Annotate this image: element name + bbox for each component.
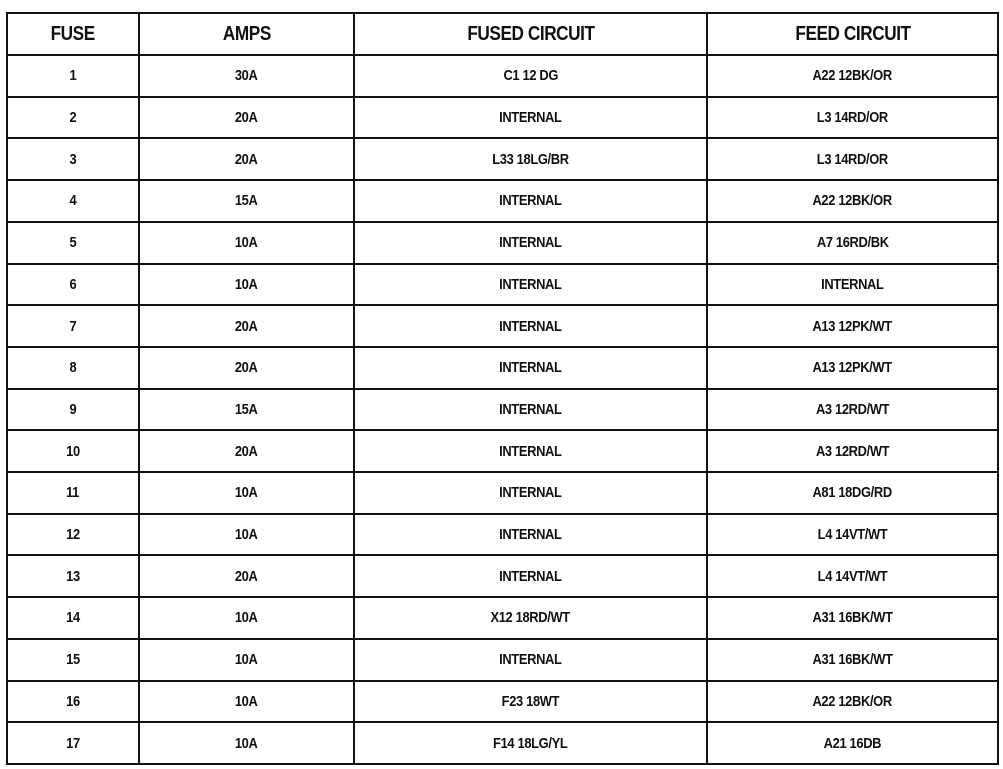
feed-circuit-cell	[707, 55, 998, 97]
feed-circuit-cell-text: A13 12PK/WT	[812, 359, 893, 377]
fuse-number-cell	[7, 597, 139, 639]
feed-circuit-cell	[707, 347, 998, 389]
table-row	[7, 264, 998, 306]
feed-circuit-cell-text: L3 14RD/OR	[816, 109, 889, 127]
fused-circuit-cell	[354, 472, 707, 514]
fused-circuit-cell-text: INTERNAL	[499, 400, 562, 418]
fuse-number-cell-text: 4	[69, 192, 77, 210]
amps-cell-text: 30A	[235, 67, 258, 85]
amps-cell	[139, 97, 354, 139]
fuse-table	[6, 12, 999, 765]
fuse-number-cell-text: 10	[66, 442, 80, 460]
amps-cell	[139, 305, 354, 347]
feed-circuit-cell	[707, 472, 998, 514]
amps-cell	[139, 389, 354, 431]
feed-circuit-cell	[707, 138, 998, 180]
header-feed-circuit	[707, 13, 998, 55]
table-row	[7, 305, 998, 347]
header-amps-label: AMPS	[222, 22, 271, 45]
table-body	[7, 55, 998, 764]
fuse-number-cell-text: 14	[66, 609, 80, 627]
fused-circuit-cell	[354, 305, 707, 347]
feed-circuit-cell	[707, 305, 998, 347]
fused-circuit-cell-text: INTERNAL	[499, 192, 562, 210]
feed-circuit-cell	[707, 681, 998, 723]
amps-cell	[139, 138, 354, 180]
feed-circuit-cell	[707, 639, 998, 681]
header-fused-circuit-label: FUSED CIRCUIT	[466, 22, 595, 45]
header-fuse-label: FUSE	[50, 22, 96, 45]
fuse-number-cell	[7, 264, 139, 306]
amps-cell	[139, 681, 354, 723]
amps-cell-text: 15A	[235, 192, 258, 210]
amps-cell-text: 10A	[235, 734, 258, 752]
table-row	[7, 430, 998, 472]
fused-circuit-cell	[354, 597, 707, 639]
fuse-number-cell-text: 13	[66, 567, 80, 585]
fuse-number-cell-text: 2	[69, 109, 77, 127]
fuse-number-cell-text: 9	[69, 400, 77, 418]
amps-cell-text: 20A	[235, 359, 258, 377]
fused-circuit-cell	[354, 55, 707, 97]
feed-circuit-cell	[707, 180, 998, 222]
feed-circuit-cell	[707, 97, 998, 139]
fused-circuit-cell	[354, 681, 707, 723]
fused-circuit-cell-text: INTERNAL	[499, 359, 562, 377]
feed-circuit-cell-text: L4 14VT/WT	[817, 526, 888, 544]
feed-circuit-cell-text: A21 16DB	[823, 734, 882, 752]
fuse-number-cell-text: 11	[66, 484, 80, 502]
table-row	[7, 514, 998, 556]
fuse-number-cell	[7, 305, 139, 347]
feed-circuit-cell	[707, 555, 998, 597]
table-row	[7, 222, 998, 264]
feed-circuit-cell	[707, 264, 998, 306]
fuse-number-cell-text: 8	[69, 359, 77, 377]
amps-cell-text: 10A	[235, 234, 258, 252]
amps-cell-text: 20A	[235, 317, 258, 335]
table-row	[7, 472, 998, 514]
feed-circuit-cell-text: A13 12PK/WT	[812, 317, 893, 335]
amps-cell-text: 20A	[235, 442, 258, 460]
fused-circuit-cell	[354, 138, 707, 180]
fuse-number-cell-text: 1	[69, 67, 77, 85]
amps-cell	[139, 639, 354, 681]
feed-circuit-cell-text: A22 12BK/OR	[812, 67, 893, 85]
fused-circuit-cell-text: INTERNAL	[499, 442, 562, 460]
fused-circuit-cell-text: F23 18WT	[501, 692, 560, 710]
table-header-row	[7, 13, 998, 55]
fuse-number-cell	[7, 430, 139, 472]
fused-circuit-cell-text: INTERNAL	[499, 317, 562, 335]
table-row	[7, 389, 998, 431]
fuse-number-cell	[7, 97, 139, 139]
table-row	[7, 55, 998, 97]
fused-circuit-cell	[354, 97, 707, 139]
table-row	[7, 555, 998, 597]
fused-circuit-cell-text: INTERNAL	[499, 275, 562, 293]
feed-circuit-cell-text: INTERNAL	[821, 275, 884, 293]
fused-circuit-cell	[354, 347, 707, 389]
table-row	[7, 597, 998, 639]
fused-circuit-cell-text: INTERNAL	[499, 234, 562, 252]
fuse-number-cell	[7, 180, 139, 222]
amps-cell	[139, 722, 354, 764]
fused-circuit-cell	[354, 389, 707, 431]
header-fuse	[7, 13, 139, 55]
feed-circuit-cell-text: A7 16RD/BK	[816, 234, 889, 252]
feed-circuit-cell-text: A31 16BK/WT	[812, 651, 893, 669]
fuse-number-cell	[7, 222, 139, 264]
table-row	[7, 681, 998, 723]
amps-cell-text: 10A	[235, 609, 258, 627]
feed-circuit-cell	[707, 722, 998, 764]
amps-cell-text: 10A	[235, 692, 258, 710]
fuse-number-cell-text: 6	[69, 275, 77, 293]
table-row	[7, 347, 998, 389]
amps-cell-text: 10A	[235, 484, 258, 502]
fuse-number-cell	[7, 681, 139, 723]
feed-circuit-cell	[707, 514, 998, 556]
fused-circuit-cell	[354, 639, 707, 681]
fuse-number-cell-text: 12	[66, 526, 80, 544]
feed-circuit-cell	[707, 430, 998, 472]
feed-circuit-cell-text: A22 12BK/OR	[812, 192, 893, 210]
fuse-number-cell	[7, 639, 139, 681]
fuse-number-cell	[7, 722, 139, 764]
header-amps	[139, 13, 354, 55]
amps-cell	[139, 55, 354, 97]
amps-cell-text: 10A	[235, 275, 258, 293]
amps-cell	[139, 180, 354, 222]
amps-cell	[139, 597, 354, 639]
fused-circuit-cell-text: C1 12 DG	[503, 67, 558, 85]
feed-circuit-cell-text: L3 14RD/OR	[816, 150, 889, 168]
amps-cell-text: 20A	[235, 109, 258, 127]
fused-circuit-cell-text: INTERNAL	[499, 109, 562, 127]
fuse-number-cell	[7, 514, 139, 556]
table-row	[7, 639, 998, 681]
feed-circuit-cell-text: A3 12RD/WT	[815, 442, 890, 460]
fuse-number-cell-text: 17	[66, 734, 80, 752]
fused-circuit-cell	[354, 264, 707, 306]
table-row	[7, 722, 998, 764]
fuse-number-cell-text: 16	[66, 692, 80, 710]
fuse-number-cell-text: 7	[69, 317, 77, 335]
fused-circuit-cell	[354, 222, 707, 264]
amps-cell	[139, 347, 354, 389]
amps-cell-text: 20A	[235, 150, 258, 168]
fused-circuit-cell-text: INTERNAL	[499, 484, 562, 502]
table-row	[7, 180, 998, 222]
feed-circuit-cell-text: A31 16BK/WT	[812, 609, 893, 627]
table-row	[7, 138, 998, 180]
fused-circuit-cell-text: INTERNAL	[499, 526, 562, 544]
fuse-number-cell-text: 15	[66, 651, 80, 669]
amps-cell-text: 15A	[235, 400, 258, 418]
fused-circuit-cell	[354, 180, 707, 222]
fuse-number-cell	[7, 347, 139, 389]
header-feed-circuit-label: FEED CIRCUIT	[794, 22, 911, 45]
amps-cell	[139, 514, 354, 556]
amps-cell-text: 10A	[235, 526, 258, 544]
fused-circuit-cell	[354, 722, 707, 764]
fused-circuit-cell-text: X12 18RD/WT	[490, 609, 571, 627]
amps-cell	[139, 430, 354, 472]
fused-circuit-cell-text: INTERNAL	[499, 651, 562, 669]
feed-circuit-cell	[707, 389, 998, 431]
fuse-number-cell	[7, 555, 139, 597]
feed-circuit-cell-text: A81 18DG/RD	[812, 484, 893, 502]
fuse-number-cell	[7, 138, 139, 180]
fuse-number-cell	[7, 472, 139, 514]
amps-cell	[139, 472, 354, 514]
amps-cell	[139, 222, 354, 264]
fused-circuit-cell-text: L33 18LG/BR	[492, 150, 569, 168]
amps-cell	[139, 264, 354, 306]
fused-circuit-cell	[354, 514, 707, 556]
feed-circuit-cell	[707, 222, 998, 264]
feed-circuit-cell	[707, 597, 998, 639]
fused-circuit-cell	[354, 555, 707, 597]
fused-circuit-cell-text: INTERNAL	[499, 567, 562, 585]
amps-cell-text: 20A	[235, 567, 258, 585]
fused-circuit-cell-text: F14 18LG/YL	[493, 734, 568, 752]
feed-circuit-cell-text: L4 14VT/WT	[817, 567, 888, 585]
fuse-number-cell-text: 3	[69, 150, 77, 168]
feed-circuit-cell-text: A3 12RD/WT	[815, 400, 890, 418]
amps-cell-text: 10A	[235, 651, 258, 669]
fuse-number-cell	[7, 55, 139, 97]
header-fused-circuit	[354, 13, 707, 55]
feed-circuit-cell-text: A22 12BK/OR	[812, 692, 893, 710]
table-row	[7, 97, 998, 139]
fused-circuit-cell	[354, 430, 707, 472]
fuse-number-cell-text: 5	[69, 234, 77, 252]
amps-cell	[139, 555, 354, 597]
fuse-number-cell	[7, 389, 139, 431]
fuse-chart-sheet	[6, 12, 997, 765]
